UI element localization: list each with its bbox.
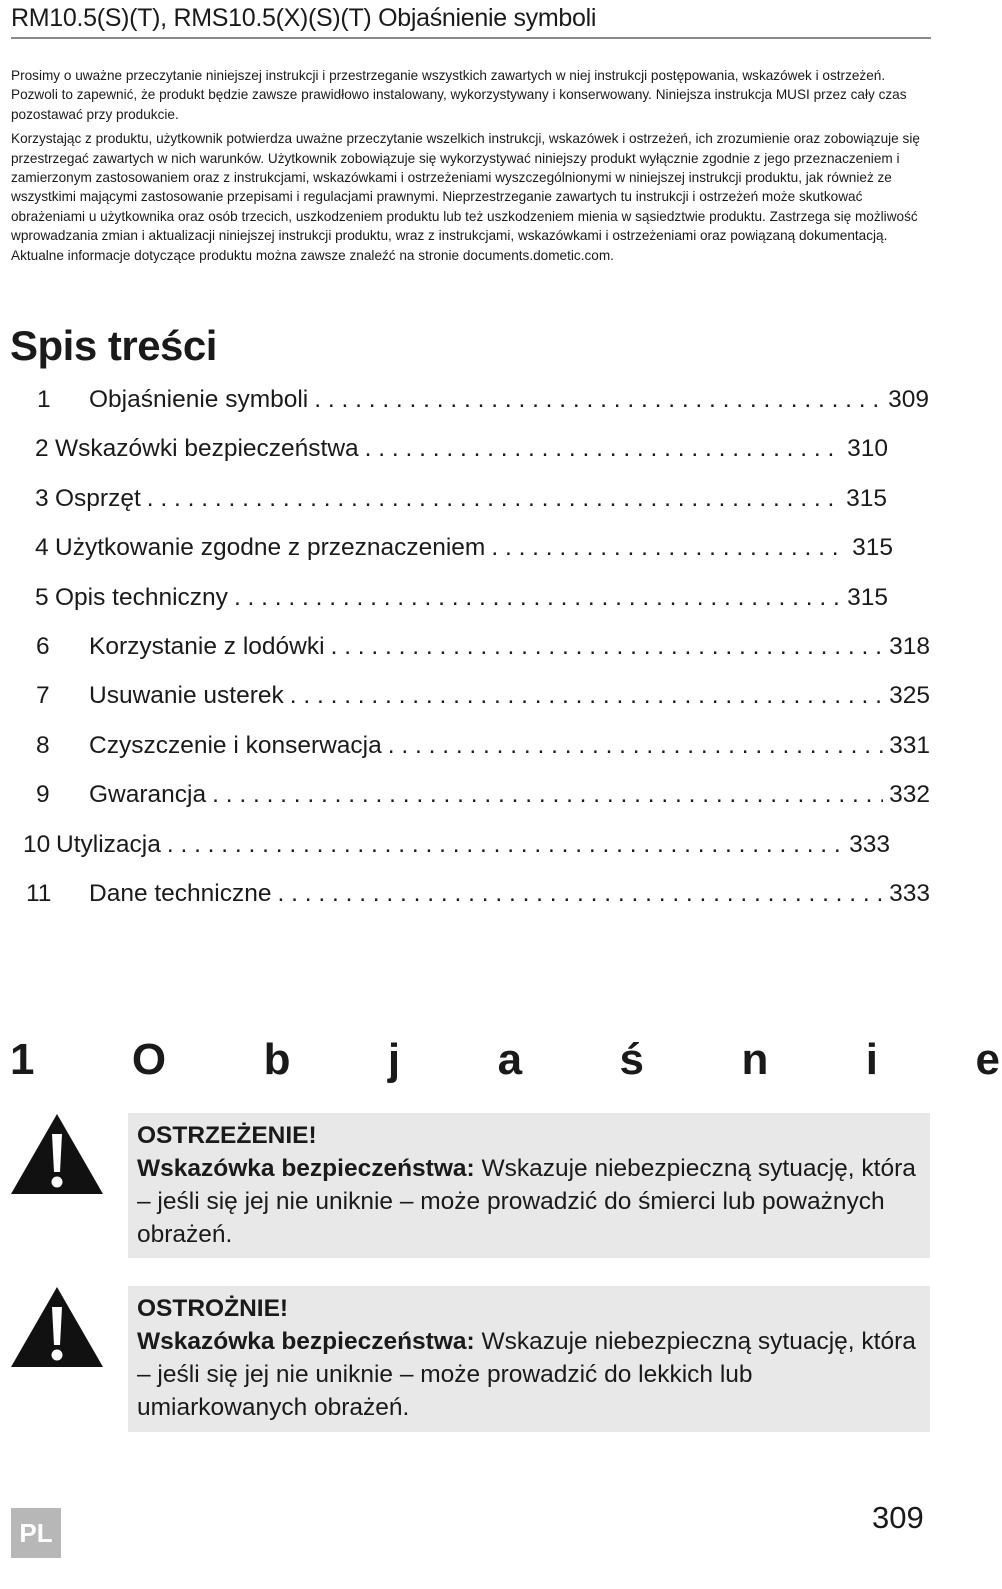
intro-paragraph-2: Korzystając z produktu, użytkownik potwierdza uważne przeczytanie wszelkich instrukcji, wskazówek i ostrzeżeń, ich zrozumienie oraz zobowiązuje się przestrzegać zawartych w nich warunków. Użytkownik zobowiązuje się wykorzystywać niniejszy produkt wyłącznie zgodnie z jego przeznaczeniem i zamierzonym zastosowaniem oraz z instrukcjami, wskazówkami i ostrzeżeniami wyszczególnionymi w niniejszej instrukcji produktu, jak również ze wszystkimi mającymi zastosowanie przepisami i regulacjami prawnymi. Nieprzestrzeganie zawartych tu instrukcji i ostrzeżeń może skutkować obrażeniami u użytkownika oraz osób trzecich, uszkodzeniem produktu lub też uszkodzeniem mienia w sąsiedztwie produktu. Zastrzega się możliwość wprowadzania zmian i aktualizacji niniejszej instrukcji produktu, wraz z instrukcjami, wskazówkami i ostrzeżeniami oraz powiązaną dokumentacją. Aktualne informacje dotyczące produktu można zawsze znaleźć na stronie documents.dometic.com. bbox=[11, 131, 920, 263]
caution-triangle-icon bbox=[10, 1285, 104, 1368]
caution-notice bbox=[128, 1286, 930, 1432]
intro-paragraph-1: Prosimy o uważne przeczytanie niniejszej instrukcji i przestrzeganie wszystkich zawartych w niej instrukcji postępowania, wskazówek i ostrzeżeń. Pozwoli to zapewnić, że produkt będzie zawsze prawidłowo instalowany, wykorzystywany i konserwowany. Niniejsza instrukcja MUSI przez cały czas pozostawać przy produkcie. bbox=[11, 68, 907, 122]
toc-leader-dots bbox=[331, 633, 884, 661]
toc-entry-number: 10 bbox=[23, 831, 51, 858]
section-title-letter: i bbox=[865, 1035, 878, 1084]
toc-entry-page: 315 bbox=[846, 485, 887, 512]
toc-heading: Spis treści bbox=[10, 322, 217, 369]
page-number: 309 bbox=[872, 1500, 924, 1535]
header-divider bbox=[11, 37, 931, 39]
toc-leader-dots bbox=[212, 781, 883, 809]
toc-entry-number: 8 bbox=[36, 732, 50, 759]
caution-signal-word: OSTROŻNIE! bbox=[137, 1295, 289, 1322]
toc-entry[interactable] bbox=[36, 732, 930, 772]
toc-entry-label: Usuwanie usterek bbox=[89, 682, 284, 709]
toc-entry[interactable] bbox=[26, 880, 930, 920]
toc-entry-label: Użytkowanie zgodne z przeznaczeniem bbox=[55, 534, 486, 561]
toc-entry-label: Dane techniczne bbox=[89, 880, 272, 907]
toc-leader-dots bbox=[167, 831, 843, 859]
toc-leader-dots bbox=[365, 435, 841, 463]
toc-leader-dots bbox=[147, 485, 840, 513]
toc-entry-page: 315 bbox=[852, 534, 893, 561]
toc-leader-dots bbox=[290, 682, 883, 710]
toc-entry-page: 325 bbox=[889, 682, 930, 709]
toc-entry[interactable] bbox=[36, 633, 930, 673]
toc-leader-dots bbox=[388, 732, 883, 760]
warning-notice bbox=[128, 1113, 930, 1258]
intro-text bbox=[11, 66, 933, 270]
toc-entry[interactable] bbox=[35, 435, 888, 475]
toc-entry-number: 4 bbox=[35, 534, 49, 561]
toc-entry-number: 11 bbox=[26, 880, 52, 907]
toc-entry-number: 6 bbox=[36, 633, 50, 660]
toc-entry-label: Gwarancja bbox=[89, 781, 207, 808]
toc-entry-number: 5 bbox=[35, 584, 49, 611]
warning-signal-word: OSTRZEŻENIE! bbox=[137, 1122, 317, 1149]
toc-leader-dots bbox=[234, 584, 841, 612]
language-badge: PL bbox=[11, 1508, 61, 1558]
toc-entry-label: Czyszczenie i konserwacja bbox=[89, 732, 382, 759]
toc-entry[interactable] bbox=[35, 485, 887, 525]
toc-entry[interactable] bbox=[23, 831, 890, 871]
toc-entry-label: Korzystanie z lodówki bbox=[89, 633, 325, 660]
section-title-letter: n bbox=[741, 1035, 769, 1084]
toc-entry[interactable] bbox=[35, 584, 888, 624]
toc-entry-number: 3 bbox=[35, 485, 49, 512]
toc-entry-label: Objaśnienie symboli bbox=[89, 386, 309, 413]
toc-entry-page: 310 bbox=[847, 435, 888, 462]
section-title-letter: e bbox=[975, 1035, 1000, 1084]
section-title-letter: a bbox=[497, 1035, 523, 1084]
toc-entry-label: Osprzęt bbox=[55, 485, 141, 512]
section-title-letter: 1 bbox=[10, 1035, 35, 1084]
toc-entry-page: 333 bbox=[849, 831, 890, 858]
toc-leader-dots bbox=[491, 534, 846, 562]
warning-text: Wskazuje niebezpieczną sytuację, która – jeśli się jej nie uniknie – może prowadzić do śmierci lub poważnych obrażeń. bbox=[137, 1155, 916, 1248]
toc-leader-dots bbox=[278, 880, 884, 908]
caution-lead: Wskazówka bezpieczeństwa: bbox=[137, 1328, 475, 1355]
warning-lead: Wskazówka bezpieczeństwa: bbox=[137, 1155, 475, 1182]
toc-entry[interactable] bbox=[36, 781, 930, 821]
warning-triangle-icon bbox=[10, 1112, 104, 1195]
section-title-letter: ś bbox=[619, 1035, 644, 1084]
toc-entry-page: 318 bbox=[889, 633, 930, 660]
toc-entry[interactable] bbox=[35, 534, 893, 574]
toc-entry-page: 309 bbox=[888, 386, 929, 413]
toc-leader-dots bbox=[314, 386, 882, 414]
page-header-title: RM10.5(S)(T), RMS10.5(X)(S)(T) Objaśnienie symboli bbox=[11, 4, 597, 32]
toc-entry-number: 7 bbox=[36, 682, 50, 709]
toc-entry[interactable] bbox=[37, 386, 929, 426]
toc-entry-page: 333 bbox=[889, 880, 930, 907]
toc-entry-label: Wskazówki bezpieczeństwa bbox=[55, 435, 359, 462]
toc-entry-label: Opis techniczny bbox=[55, 584, 228, 611]
section-title-letter: j bbox=[387, 1035, 401, 1084]
toc-entry[interactable] bbox=[36, 682, 930, 722]
toc-entry-page: 332 bbox=[889, 781, 930, 808]
toc-entry-number: 9 bbox=[36, 781, 50, 808]
toc-entry-page: 315 bbox=[847, 584, 888, 611]
toc-entry-number: 1 bbox=[37, 386, 51, 413]
section-title-letter: O bbox=[131, 1035, 167, 1084]
section-title-letter: b bbox=[263, 1035, 291, 1084]
toc-entry-page: 331 bbox=[889, 732, 930, 759]
caution-text: Wskazuje niebezpieczną sytuację, która – jeśli się jej nie uniknie – może prowadzić do lekkich lub umiarkowanych obrażeń. bbox=[137, 1328, 916, 1421]
toc-entry-label: Utylizacja bbox=[56, 831, 161, 858]
toc-entry-number: 2 bbox=[35, 435, 49, 462]
section-1-title bbox=[10, 1035, 1000, 1085]
